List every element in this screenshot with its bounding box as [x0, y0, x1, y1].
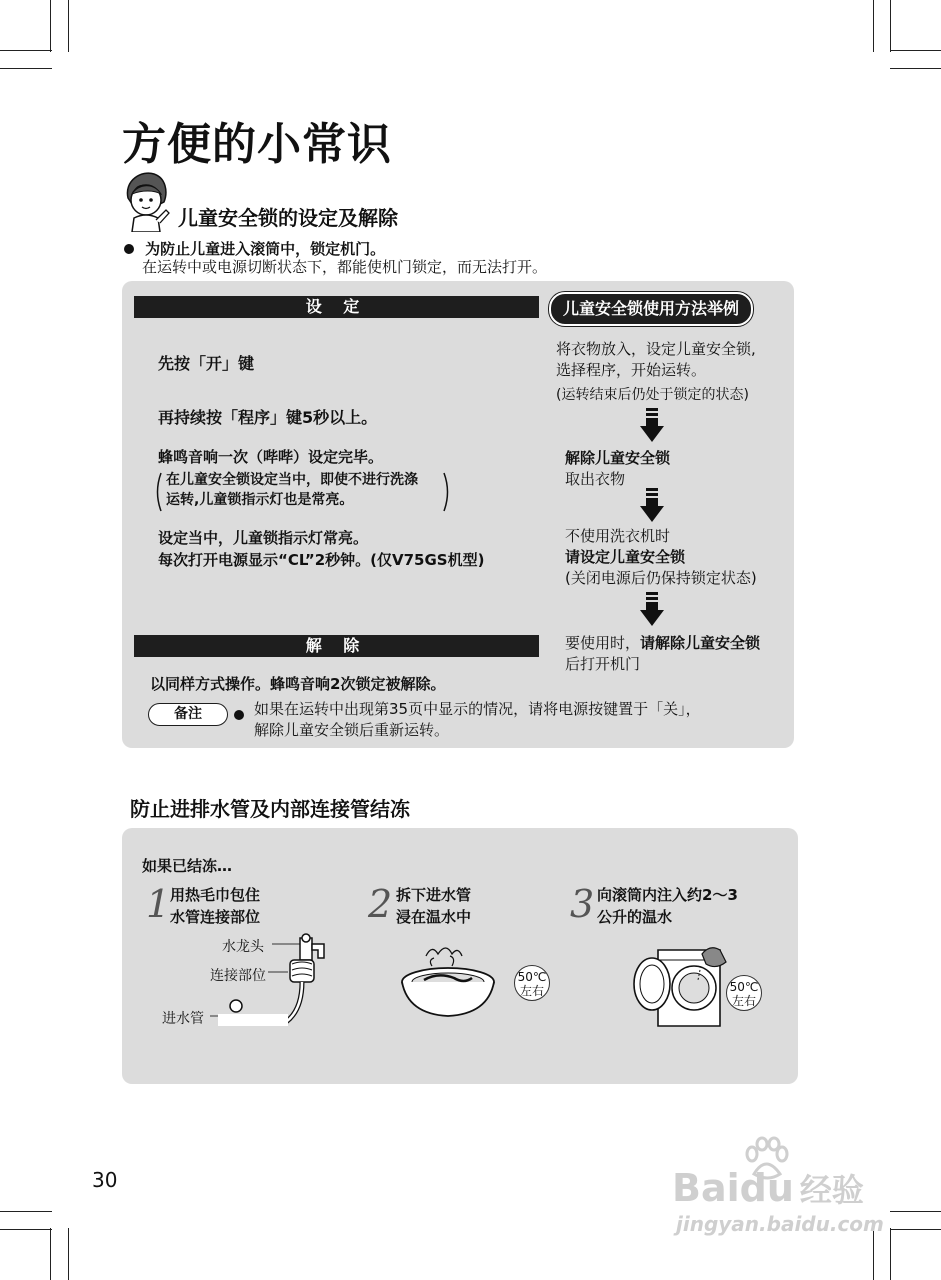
down-arrow-icon	[640, 592, 664, 628]
example-4-line-1a: 要使用时，	[565, 634, 641, 652]
paren-line-2: 运转,儿童锁指示灯也是常亮。	[166, 492, 354, 508]
watermark-brand	[672, 1168, 864, 1210]
watermark-suffix: 经验	[799, 1171, 864, 1209]
bullet-dot-icon	[124, 244, 134, 254]
faucet-illustration-icon	[208, 930, 328, 1030]
crop-mark	[890, 1228, 891, 1280]
crop-mark	[0, 50, 52, 51]
child-lock-heading: 儿童安全锁的设定及解除	[178, 206, 398, 230]
bullet-line	[124, 238, 385, 259]
example-3	[565, 526, 757, 589]
page-number: 30	[92, 1168, 118, 1192]
temp-value: 50℃	[517, 970, 547, 984]
example-1-line-2: 选择程序，开始运转。	[556, 361, 707, 379]
set-step-4-line-2: 每次打开电源显示“CL”2秒钟。(仅V75GS机型)	[158, 551, 485, 569]
crop-mark	[50, 1228, 51, 1280]
example-1-line-3: (运转结束后仍处于锁定的状态)	[556, 387, 749, 403]
crop-mark	[890, 1229, 941, 1230]
step-1-number: 1	[146, 882, 171, 926]
right-paren-icon	[443, 472, 451, 512]
step-2-line-2: 浸在温水中	[396, 908, 472, 926]
example-4-line-2: 后打开机门	[565, 655, 641, 673]
crop-mark	[890, 1211, 941, 1212]
girl-mascot-icon	[120, 170, 172, 232]
temp-note: 左右	[519, 984, 544, 998]
crop-mark	[0, 1211, 52, 1212]
temp-note: 左右	[731, 994, 756, 1008]
bullet-sub-text: 在运转中或电源切断状态下，都能使机门锁定，而无法打开。	[142, 258, 548, 276]
set-step-4	[158, 527, 484, 571]
crop-mark	[0, 1229, 52, 1230]
down-arrow-icon	[640, 488, 664, 524]
freeze-intro: 如果已结冻…	[142, 857, 233, 875]
step-2-line-1: 拆下进水管	[396, 886, 472, 904]
label-faucet: 水龙头	[222, 939, 264, 955]
step-3-text	[597, 884, 738, 928]
basin-illustration-icon	[398, 944, 516, 1020]
paren-line-1: 在儿童安全锁设定当中，即使不进行洗涤	[166, 472, 418, 488]
crop-mark	[890, 0, 891, 52]
step-3-number: 3	[570, 882, 595, 926]
note-line-1: 如果在运转中出现第35页中显示的情况，请将电源按键置于「关」，	[254, 700, 701, 718]
step-1-line-1: 用热毛巾包住	[170, 886, 261, 904]
step-2-text	[396, 884, 471, 928]
crop-mark	[50, 0, 51, 52]
temp-badge	[726, 975, 762, 1011]
watermark-brand-2: du	[739, 1166, 794, 1210]
step-1-line-2: 水管连接部位	[170, 908, 261, 926]
step-3-line-1: 向滚筒内注入约2～3	[597, 886, 738, 904]
release-header: 解 除	[134, 635, 539, 657]
example-2-line-1: 解除儿童安全锁	[565, 449, 671, 467]
example-pill: 儿童安全锁使用方法举例	[549, 292, 753, 326]
release-text: 以同样方式操作。蜂鸣音响2次锁定被解除。	[150, 675, 446, 693]
page-title: 方便的小常识	[122, 119, 392, 170]
example-2	[565, 448, 670, 490]
left-paren-icon	[154, 472, 162, 512]
freeze-heading: 防止进排水管及内部连接管结冻	[130, 797, 410, 821]
example-3-line-1: 不使用洗衣机时	[565, 527, 671, 545]
set-step-1: 先按「开」键	[158, 354, 255, 373]
set-header: 设 定	[134, 296, 539, 318]
watermark-url: jingyan.baidu.com	[676, 1212, 884, 1236]
note-bullet-icon	[234, 705, 244, 724]
crop-mark	[0, 68, 52, 69]
washer-illustration-icon	[630, 940, 734, 1030]
bullet-bold-text: 为防止儿童进入滚筒中，锁定机门。	[145, 240, 386, 258]
crop-mark	[873, 0, 874, 52]
step-3-line-2: 公升的温水	[597, 908, 673, 926]
example-4	[565, 633, 760, 675]
example-1-line-1: 将衣物放入，设定儿童安全锁,	[556, 340, 756, 358]
note-line-2: 解除儿童安全锁后重新运转。	[254, 721, 450, 739]
step-2-number: 2	[368, 882, 393, 926]
example-3-line-3: (关闭电源后仍保持锁定状态)	[565, 569, 757, 587]
label-inlet: 进水管	[162, 1011, 204, 1027]
note-text	[254, 699, 701, 741]
set-step-3: 蜂鸣音响一次（哔哔）设定完毕。	[158, 448, 384, 466]
crop-mark	[68, 0, 69, 52]
step-1-text	[170, 884, 260, 928]
temp-value: 50℃	[729, 980, 759, 994]
example-1	[556, 339, 756, 406]
example-2-line-2: 取出衣物	[565, 470, 626, 488]
crop-mark	[890, 68, 941, 69]
crop-mark	[890, 50, 941, 51]
set-step-2: 再持续按「程序」键5秒以上。	[158, 408, 378, 427]
example-3-line-2: 请设定儿童安全锁	[565, 548, 686, 566]
set-step-4-line-1: 设定当中，儿童锁指示灯常亮。	[158, 529, 369, 547]
note-label: 备注	[148, 703, 228, 726]
example-4-line-1b: 请解除儿童安全锁	[640, 634, 761, 652]
watermark-brand-1: Bai	[672, 1166, 740, 1210]
crop-mark	[68, 1228, 69, 1280]
down-arrow-icon	[640, 408, 664, 444]
label-joint: 连接部位	[210, 968, 266, 984]
paren-note	[158, 470, 418, 510]
temp-badge	[514, 965, 550, 1001]
